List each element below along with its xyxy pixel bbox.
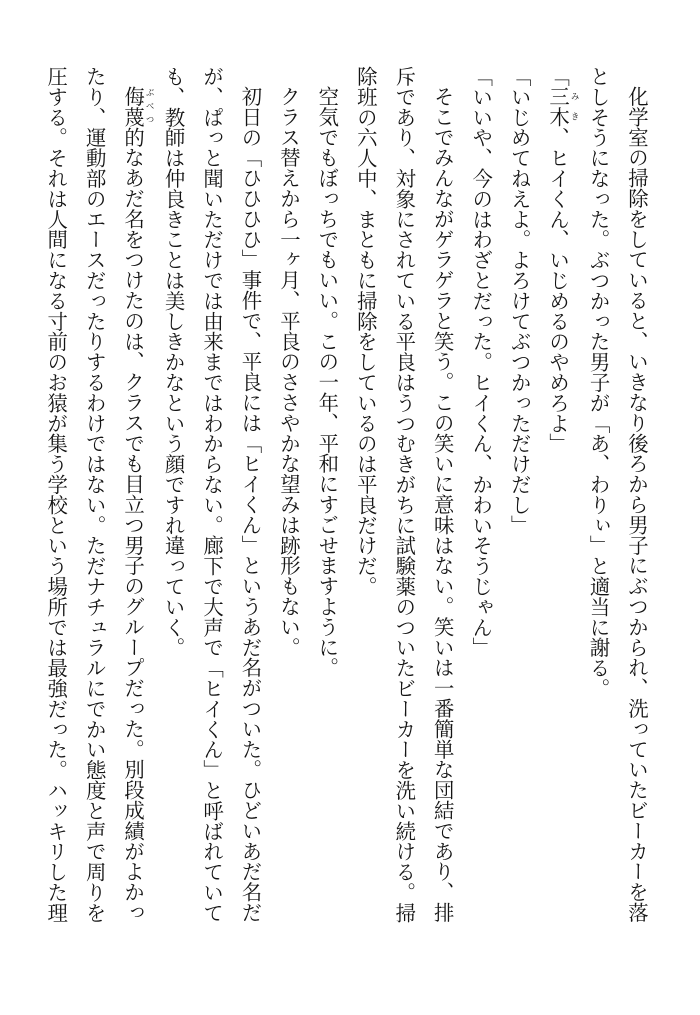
text-line: 空気でもぼっちでもいい。この一年、平和にすごせますように。 — [315, 86, 340, 678]
text-line: たり、運動部のエースだったりするわけではない。ただナチュラルにでかい態度と声で周りを — [82, 66, 107, 923]
ruby-reading: ぶべつ — [144, 86, 155, 128]
text-line — [539, 66, 579, 966]
ruby-word — [546, 86, 580, 128]
text-line: 圧する。それは人間になる寸前のお猿が集う学校という場所では最強だった。ハッキリした理 — [44, 66, 69, 923]
text-fragment: 、ヒイくん、いじめるのやめろよ」 — [546, 127, 571, 454]
text-fragment: 的なあだ名をつけたのは、クラスでも目立つ男子のグループだった。別段成績がよかっ — [121, 127, 146, 923]
text-line: 初日の「ひひひひ」事件で、平良には「ヒイくん」というあだ名がついた。ひどいあだ名だ — [238, 86, 263, 923]
text-line: も、教師は仲良きことは美しきかなという顔ですれ違っていく。 — [161, 66, 186, 658]
ruby-reading: みき — [569, 86, 580, 128]
text-line: 除班の六人中、まともに掃除をしているのは平良だけだ。 — [353, 66, 378, 597]
text-line: 斥であり、対象にされている平良はうつむきがちに試験薬のついたビーカーを洗い続ける。掃 — [392, 66, 417, 923]
text-line: クラス替えから一ヶ月、平良のささやかな望みは跡形もない。 — [276, 86, 301, 658]
ruby-word — [121, 86, 155, 128]
text-line: 「いいや、今のはわざとだった。ヒイくん、かわいそうじゃん」 — [469, 66, 494, 658]
text-line: が、ぱっと聞いただけでは由来まではわからない。廊下で大声で「ヒイくん」と呼ばれていて — [200, 66, 225, 923]
text-line: 化学室の掃除をしていると、いきなり後ろから男子にぶつかられ、洗っていたビーカーを落 — [625, 86, 649, 923]
vertical-text-body — [40, 66, 656, 966]
text-line — [114, 66, 154, 966]
text-line: そこでみんながゲラゲラと笑う。この笑いに意味はない。笑いは一番簡単な団結であり、排 — [430, 86, 455, 923]
ruby-base: 三木 — [546, 86, 571, 128]
text-fragment: 「 — [546, 66, 571, 87]
ruby-base: 侮蔑 — [121, 86, 146, 128]
text-line: 「いじめてねえよ。よろけてぶつかっただけだし」 — [507, 66, 532, 536]
text-line: としそうになった。ぶつかった男子が「あ、わりぃ」と適当に謝る。 — [586, 66, 611, 699]
